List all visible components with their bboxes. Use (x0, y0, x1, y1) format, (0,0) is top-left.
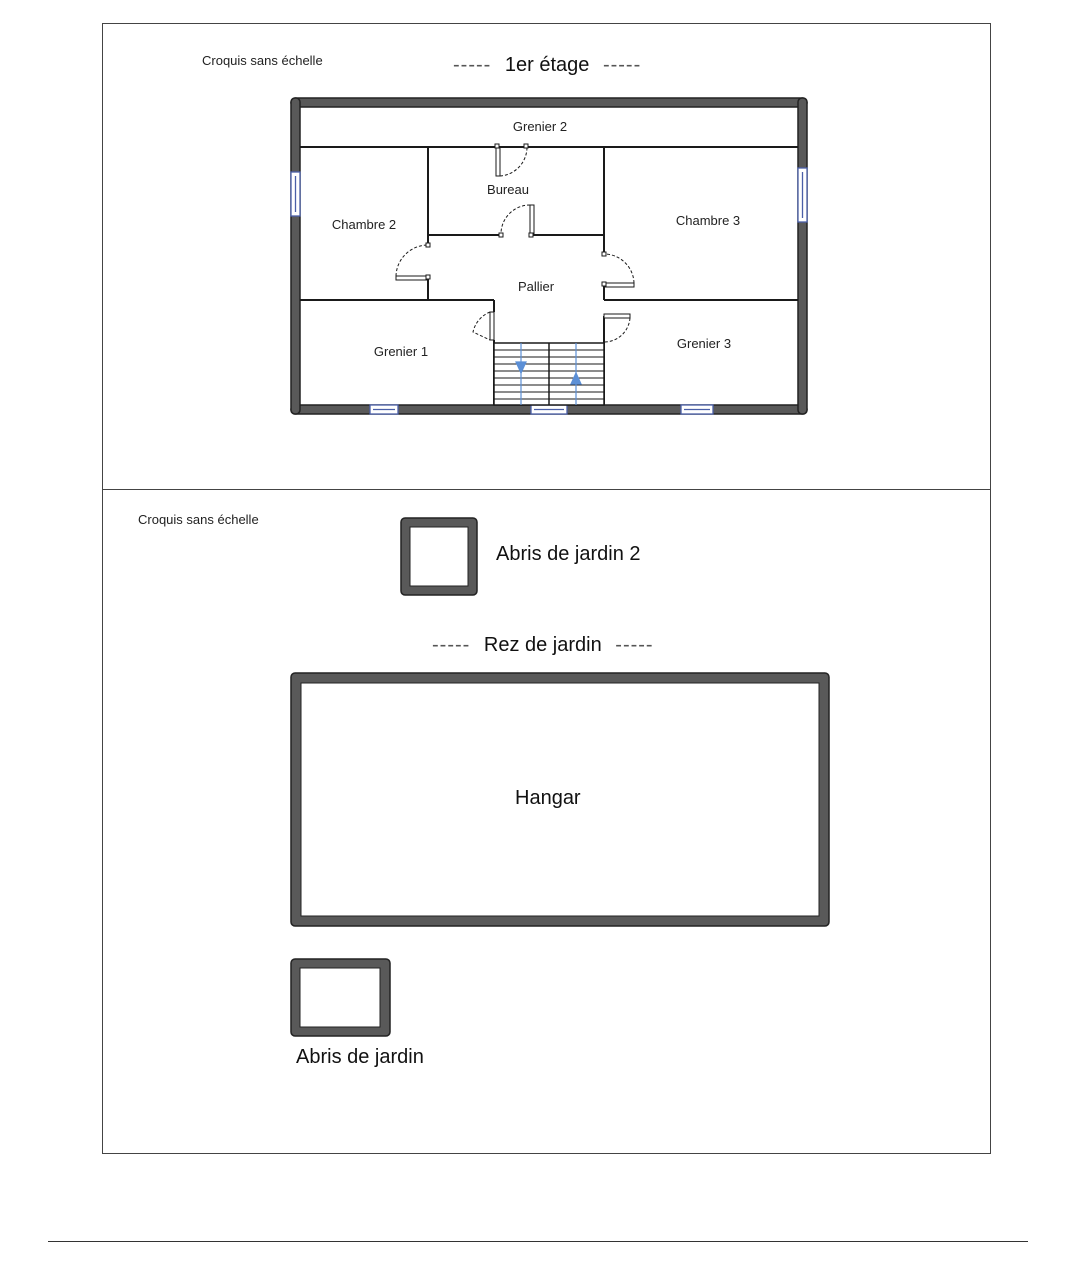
title-dashes-right: ----- (615, 634, 654, 656)
title-dashes-left: ----- (432, 634, 471, 656)
shed-2-label: Abris de jardin 2 (496, 543, 641, 565)
door-chambre3-leaf (604, 283, 634, 287)
shed-1-interior (300, 968, 380, 1027)
hinge (426, 275, 430, 279)
hinge (499, 233, 503, 237)
room-chambre-3: Chambre 3 (675, 213, 741, 228)
garden-level-title (432, 634, 654, 657)
door-chambre3-swing (604, 254, 634, 283)
footer-divider (48, 1241, 1028, 1242)
room-chambre-2: Chambre 2 (331, 217, 397, 232)
hangar-label: Hangar (515, 787, 581, 809)
door-grenier1-leaf (490, 312, 494, 340)
hinge (602, 282, 606, 286)
room-pallier: Pallier (517, 279, 555, 294)
hinge (529, 233, 533, 237)
door-bureau-south-swing (501, 205, 530, 235)
room-bureau: Bureau (487, 182, 529, 197)
door-bureau-south-leaf (530, 205, 534, 235)
garden-level-title-text: Rez de jardin (483, 634, 602, 656)
wall-north (291, 98, 807, 107)
scale-note-garden: Croquis sans échelle (138, 512, 259, 527)
room-grenier-2: Grenier 2 (512, 119, 568, 134)
door-grenier3-swing (604, 318, 630, 342)
room-grenier-3: Grenier 3 (676, 336, 732, 351)
garden-shed-2 (401, 518, 477, 595)
door-hinges (426, 144, 606, 286)
hinge (426, 243, 430, 247)
doors (396, 144, 634, 342)
door-bureau-north-swing (500, 147, 527, 176)
door-grenier1-swing (473, 312, 490, 340)
scale-note: Croquis sans échelle (202, 53, 323, 68)
hinge (524, 144, 528, 148)
garden-shed-1 (291, 959, 390, 1036)
room-grenier-1: Grenier 1 (373, 344, 429, 359)
wall-west (291, 98, 300, 414)
shed-1-label: Abris de jardin (296, 1046, 424, 1068)
shed-2-interior (410, 527, 468, 586)
room-labels (332, 119, 740, 359)
door-bureau-north-leaf (496, 147, 500, 176)
door-grenier3-leaf (604, 314, 630, 318)
door-chambre2-swing (396, 245, 428, 276)
staircase (494, 343, 604, 405)
hinge (495, 144, 499, 148)
wall-east (798, 98, 807, 414)
title-dashes-left: ----- (453, 54, 492, 76)
title-dashes-right: ----- (602, 54, 642, 76)
upper-floor-title-text: 1er étage (504, 54, 590, 76)
hinge (602, 252, 606, 256)
door-chambre2-leaf (396, 276, 428, 280)
